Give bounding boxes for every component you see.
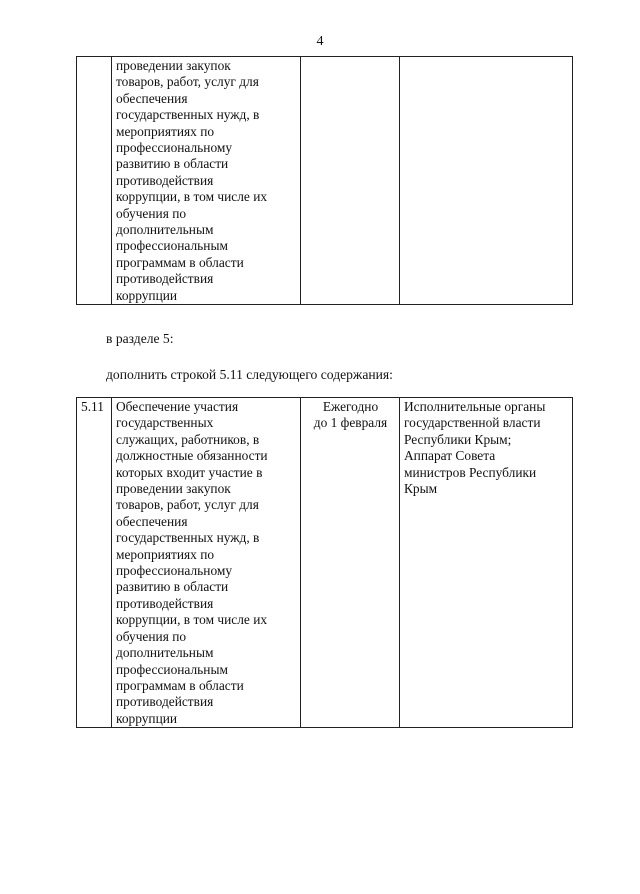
text-line: противодействия — [116, 694, 214, 710]
text-line: дополнительным — [116, 222, 214, 238]
text-line: до 1 февраля — [313, 415, 388, 431]
text-line: мероприятиях по — [116, 546, 215, 562]
text-line: должностные обязанности — [116, 448, 268, 464]
text-line: развитию в области — [116, 156, 229, 172]
text-line: Ежегодно — [322, 399, 379, 414]
text-line: профессиональному — [116, 563, 233, 579]
text-line: коррупции — [116, 710, 178, 726]
text-line: проведении закупок — [116, 481, 231, 497]
text-line: обучения по — [116, 205, 187, 221]
text-line: товаров, работ, услуг для — [116, 497, 259, 513]
text-line: коррупции, в том числе их — [116, 612, 268, 628]
text-line: Обеспечение участия — [116, 399, 239, 414]
responsible-cell — [400, 398, 573, 728]
deadline-cell — [301, 398, 400, 728]
measure-cell — [112, 398, 301, 728]
table-new-row — [76, 397, 573, 728]
text-line: программам в области — [116, 254, 244, 270]
text-line: развитию в области — [116, 579, 229, 595]
text-line: Аппарат Совета — [404, 448, 496, 464]
number-cell — [77, 398, 112, 728]
text-line: обеспечения — [116, 513, 188, 529]
measure-cell — [112, 57, 301, 305]
row-number: 5.11 — [81, 399, 104, 414]
text-line: Крым — [404, 481, 438, 497]
instruction-paragraph: дополнить строкой 5.11 следующего содержания: — [106, 367, 393, 382]
text-line: противодействия — [116, 595, 214, 611]
text-line: государственной власти — [404, 415, 541, 431]
text-line: служащих, работников, в — [116, 431, 260, 447]
text-line: дополнительным — [116, 645, 214, 661]
text-line: государственных — [116, 415, 214, 431]
deadline-cell — [301, 57, 400, 305]
text-line: которых входит участие в — [116, 464, 263, 480]
text-line: товаров, работ, услуг для — [116, 74, 259, 90]
text-line: профессиональному — [116, 140, 233, 156]
number-cell — [77, 57, 112, 305]
text-line: министров Республики — [404, 464, 537, 480]
text-line: противодействия — [116, 172, 214, 188]
table-row — [77, 398, 573, 728]
text-line: проведении закупок — [116, 58, 231, 73]
text-line: обучения по — [116, 628, 187, 644]
text-line: коррупции, в том числе их — [116, 189, 268, 205]
responsible-cell — [400, 57, 573, 305]
text-line: государственных нужд, в — [116, 107, 260, 123]
text-line: государственных нужд, в — [116, 530, 260, 546]
section-paragraph: в разделе 5: — [106, 331, 174, 346]
text-line: профессиональным — [116, 238, 228, 254]
page-number: 4 — [316, 34, 324, 49]
text-line: обеспечения — [116, 90, 188, 106]
text-line: коррупции — [116, 287, 178, 303]
text-line: Исполнительные органы — [404, 399, 546, 414]
text-line: мероприятиях по — [116, 123, 215, 139]
table-row — [77, 57, 573, 305]
text-line: противодействия — [116, 271, 214, 287]
table-continuation — [76, 56, 573, 305]
text-line: Республики Крым; — [404, 431, 512, 447]
text-line: программам в области — [116, 677, 244, 693]
text-line: профессиональным — [116, 661, 228, 677]
